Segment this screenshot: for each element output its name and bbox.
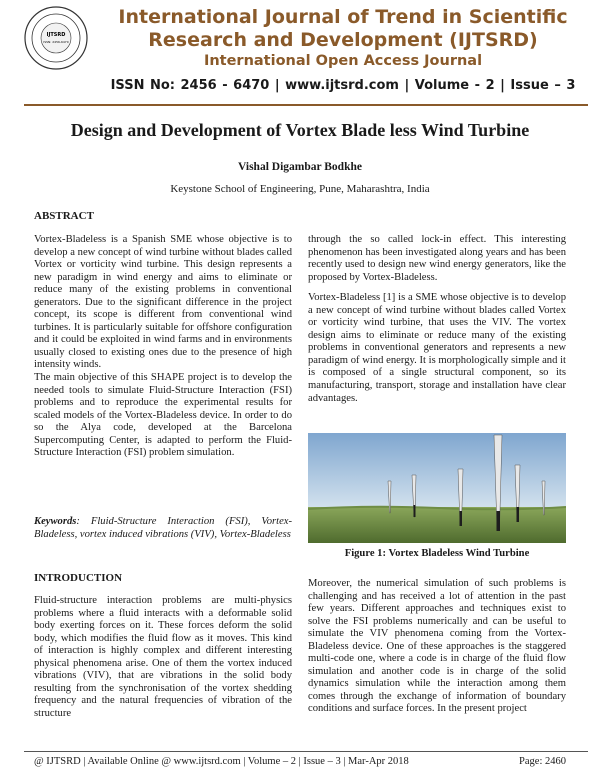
keywords-text: : Fluid-Structure Interaction (FSI), Vortex-Bladeless, vortex induced vibrations (VIV), Vortex-Bladeless: [34, 516, 292, 540]
page-number: Page: 2460: [519, 756, 566, 767]
footer-divider: [24, 751, 588, 752]
svg-text:ISSN: 2456-6470: ISSN: 2456-6470: [43, 40, 69, 44]
journal-title: International Journal of Trend in Scientific Research and Development (IJTSRD): [118, 6, 568, 51]
footer-text: @ IJTSRD | Available Online @ www.ijtsrd.com | Volume – 2 | Issue – 3 | Mar-Apr 2018: [34, 756, 409, 767]
keywords: [34, 516, 292, 541]
author-name: Vishal Digambar Bodkhe: [238, 161, 362, 173]
introduction-paragraph-1: Fluid-structure interaction problems are multi-physics problems where a fluid interacts with a deformable solid body exerting forces on it. These forces deform the solid body, which modifies the fluid flow as it moves. This kind of interaction is highly complex and different interesting physical phenomena arise. One of them the vortex induced vibrations (VIV), that are vibrations in the solid body resulting from the synchronisation of the vortex shedding frequency and the natural frequencies of vibration of the structure: [34, 595, 292, 719]
right-column-top: [308, 234, 566, 405]
abstract-body: [34, 234, 292, 460]
author-affiliation: Keystone School of Engineering, Pune, Maharashtra, India: [170, 183, 430, 195]
abstract-paragraph-1: Vortex-Bladeless is a Spanish SME whose objective is to develop a new concept of wind turbine without blades called Vortex or vorticity wind turbine. This design represents a new paradigm in wind energy and aims to eliminate or reduce many of the existing problems in conventional generators. Due to the significant difference in the project concept, its scope is different from conventional wind turbines. It is particularly suitable for offshore configuration and it could be exploited in wind farms and in environments usually closed to existing ones due to the presence of high intensity winds.: [34, 234, 292, 371]
introduction-body: [34, 595, 292, 720]
paper-title: Design and Development of Vortex Blade less Wind Turbine: [70, 120, 530, 140]
right-paragraph-2: Vortex-Bladeless [1] is a SME whose objective is to develop a new concept of wind turbine without blades called Vortex or vorticity wind turbine, that uses the VIV. The vortex design aims to eliminate or reduce many of the existing problems in conventional generators and represents a new paradigm of wind energy. It is morphologically simple and it is composed of a single structural component, so its manufacturing, transport, storage and installation have clear advantages.: [308, 292, 566, 404]
header-divider: [24, 104, 588, 106]
issn-line: ISSN No: 2456 - 6470 | www.ijtsrd.com | Volume - 2 | Issue – 3: [110, 78, 576, 93]
abstract-heading: ABSTRACT: [34, 210, 94, 222]
journal-logo: [24, 6, 88, 70]
svg-text:IJTSRD: IJTSRD: [46, 32, 66, 38]
figure-wind-turbine-photo: [308, 433, 566, 543]
right-paragraph-1: through the so called lock-in effect. This interesting phenomenon has been investigated along years and has been recently used to design new wind energy generators, like the proposed by Vortex-Bladeless.: [308, 234, 566, 283]
introduction-heading: INTRODUCTION: [34, 572, 123, 584]
figure-caption: Figure 1: Vortex Bladeless Wind Turbine: [344, 548, 530, 559]
keywords-label: Keywords: [34, 516, 77, 527]
abstract-paragraph-2: The main objective of this SHAPE project is to develop the needed tools to simulate Fluid-Structure Interaction (FSI) problems and to reproduce the experimental results for scaled models of the Vortex-Bladeless device. In order to do so the Alya code, developed at the Barcelona Supercomputing Center, is adapted to perform the Fluid-Structure Interaction (FSI) problem simulation.: [34, 372, 292, 459]
right-column-bottom: [308, 578, 566, 716]
journal-subtitle: International Open Access Journal: [203, 53, 483, 69]
right-paragraph-3: Moreover, the numerical simulation of such problems is challenging and has received a lot of attention in the past few years. Different approaches and techniques exist to solve the FSI problems numerically and can be useful to simulate the VIV phenomena coming from the Vortex-Bladeless device. One of these approaches is the staggered multi-code one, where a code is in charge of the fluid flow simulation and another code is in charge of the solid dynamics simulation while the interaction among them comes through the exchange of information of boundary conditions and surface forces. In the present project: [308, 578, 566, 715]
